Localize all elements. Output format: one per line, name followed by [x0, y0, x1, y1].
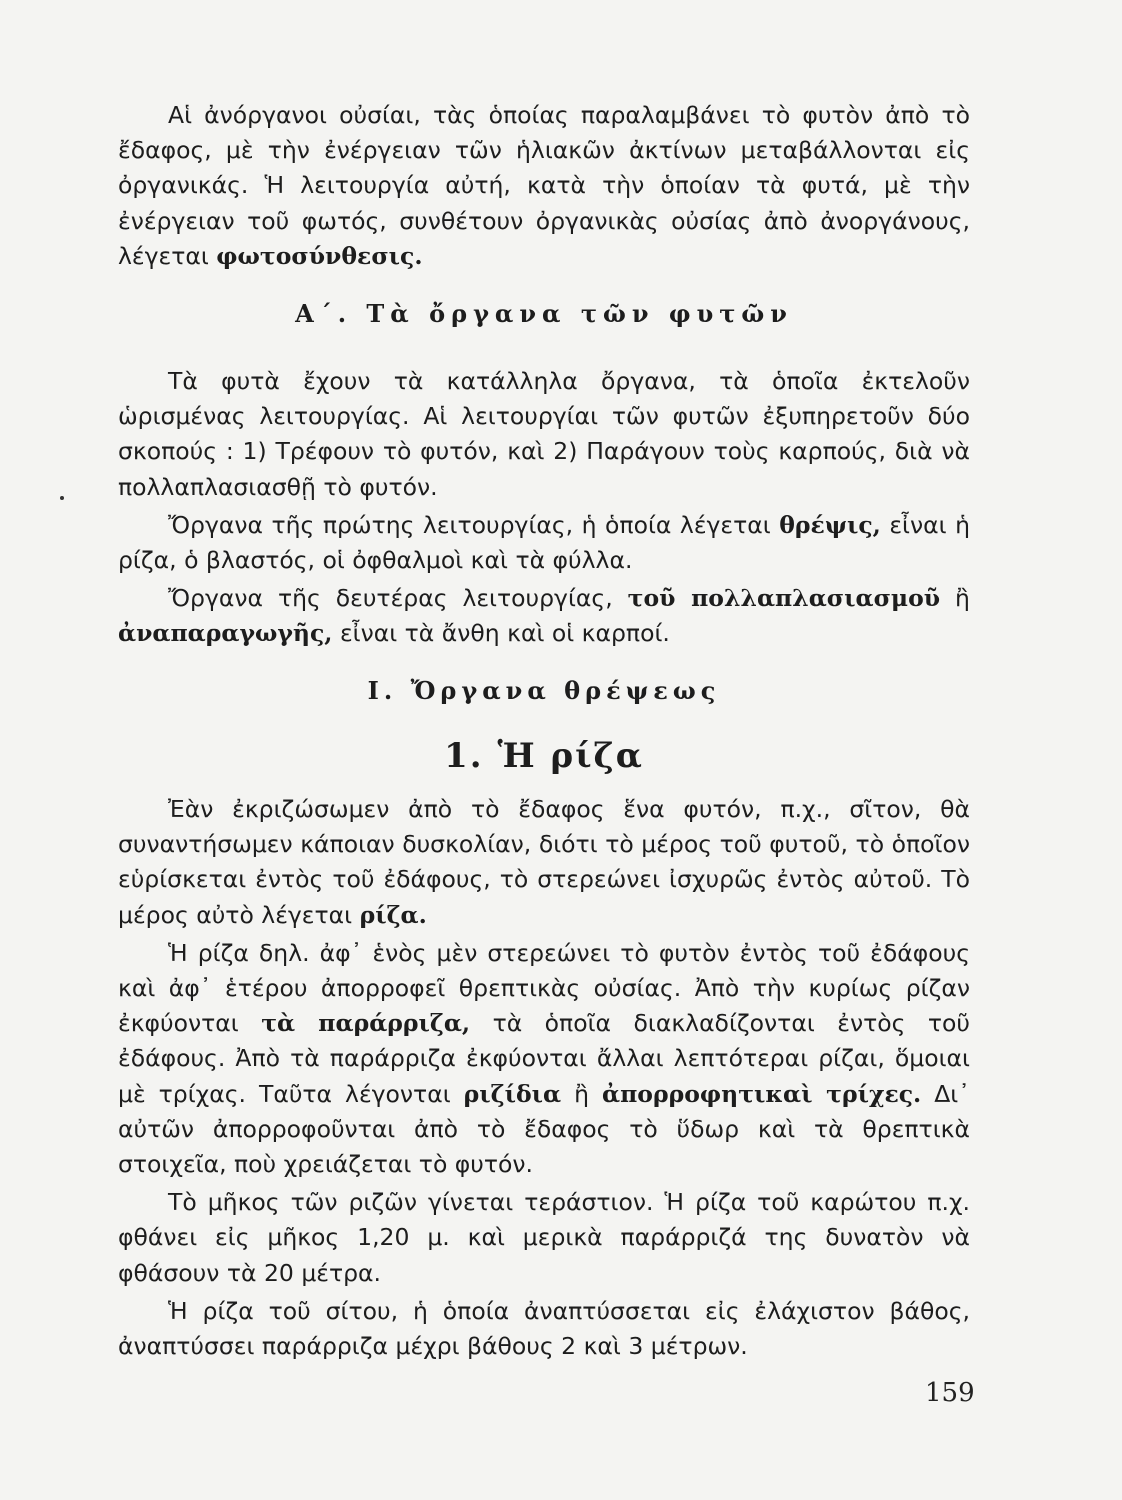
paragraph-root-functions-mid: τὰ ὁποῖα διακλαδίζονται ἐντὸς τοῦ ἐδάφους. Ἀπὸ τὰ παράρριζα ἐκφύονται ἄλλαι λεπτότεραι ρίζαι, ὅμοιαι μὲ τρίχας. Ταῦτα λέγονται [118, 1009, 970, 1108]
term-root-hairs: ριζίδια [463, 1079, 562, 1108]
paragraph-nutrition-organs [118, 508, 970, 578]
paragraph-nutrition-organs-end: εἶναι ἡ ρίζα, ὁ βλαστός, οἱ ὀφθαλμοὶ καὶ τὰ φύλλα. [118, 510, 970, 575]
term-reproduction: ἀναπαραγωγῆς, [118, 619, 333, 648]
paragraph-nutrition-organs-start: Ὄργανα τῆς πρώτης λειτουργίας, ἡ ὁποία λέγεται [168, 510, 771, 539]
paragraph-photosynthesis-text: Αἱ ἀνόργανοι οὐσίαι, τὰς ὁποίας παραλαμβάνει τὸ φυτὸν ἀπὸ τὸ ἔδαφος, μὲ τὴν ἐνέργειαν τῶν ἡλιακῶν ἀκτίνων μεταβάλλονται εἰς ὀργανικάς. Ἡ λειτουργία αὐτή, κατὰ τὴν ὁποίαν τὰ φυτά, μὲ τὴν ἐνέργειαν τοῦ φωτός, συνθέτουν ὀργανικὰς οὐσίας ἀπὸ ἀνοργάνους, λέγεται [118, 101, 970, 270]
paragraph-reproduction-organs-start: Ὄργανα τῆς δευτέρας λειτουργίας, [168, 584, 613, 613]
page-number: 159 [925, 1378, 975, 1408]
section-heading-root: 1. Ἡ ρίζα [444, 736, 644, 776]
term-root: ρίζα. [359, 900, 427, 929]
term-photosynthesis: φωτοσύνθεσις. [216, 241, 423, 270]
paragraph-root-definition [118, 792, 970, 933]
paragraph-reproduction-organs [118, 581, 970, 651]
margin-dot [60, 496, 64, 500]
intro-block [118, 98, 970, 274]
section-heading-a: Α΄. Τὰ ὄργανα τῶν φυτῶν [295, 299, 793, 328]
paragraph-reproduction-organs-end: εἶναι τὰ ἄνθη καὶ οἱ καρποί. [339, 619, 670, 648]
term-multiplication: τοῦ πολλαπλασιασμοῦ [627, 584, 941, 613]
paragraph-organs-functions: Τὰ φυτὰ ἔχουν τὰ κατάλληλα ὄργανα, τὰ ὁποῖα ἐκτελοῦν ὡρισμένας λειτουργίας. Αἱ λειτουργίαι τῶν φυτῶν ἐξυπηρετοῦν δύο σκοπούς : 1) Τρέφουν τὸ φυτόν, καὶ 2) Παράγουν τοὺς καρπούς, διὰ νὰ πολλαπλασιασθῇ τὸ φυτόν. [118, 367, 970, 501]
root-block [118, 792, 970, 1364]
paragraph-root-functions [118, 936, 970, 1182]
term-rootlets: τὰ παράρριζα, [261, 1009, 471, 1038]
section-heading-i: Ι. Ὄργανα θρέψεως [367, 676, 721, 705]
paragraph-wheat-root: Ἡ ρίζα τοῦ σίτου, ἡ ὁποία ἀναπτύσσεται εἰς ἐλάχιστον βάθος, ἀναπτύσσει παράρριζα μέχρι βάθους 2 καὶ 3 μέτρων. [118, 1296, 970, 1361]
term-absorbing-hairs: ἀπορροφητικαὶ τρίχες. [601, 1079, 922, 1108]
organs-block [118, 364, 970, 652]
term-nutrition: θρέψις, [779, 510, 881, 539]
paragraph-reproduction-organs-or: ἢ [955, 584, 970, 613]
paragraph-photosynthesis [118, 98, 970, 274]
paragraph-root-definition-text: Ἐὰν ἐκριζώσωμεν ἀπὸ τὸ ἔδαφος ἕνα φυτόν, π.χ., σῖτον, θὰ συναντήσωμεν κάποιαν δυσκολίαν, διότι τὸ μέρος τοῦ φυτοῦ, τὸ ὁποῖον εὑρίσκεται ἐντὸς τοῦ ἐδάφους, τὸ στερεώνει ἰσχυρῶς ἐντὸς αὐτοῦ. Τὸ μέρος αὐτὸ λέγεται [118, 795, 970, 929]
paragraph-root-functions-start: Ἡ ρίζα δηλ. ἀφ᾿ ἑνὸς μὲν στερεώνει τὸ φυτὸν ἐντὸς τοῦ ἐδάφους καὶ ἀφ᾿ ἑτέρου ἀπορροφεῖ θρεπτικὰς οὐσίας. Ἀπὸ τὴν κυρίως ρίζαν ἐκφύονται [118, 938, 970, 1038]
paragraph-root-functions-end: Δι᾿ αὐτῶν ἀπορροφοῦνται ἀπὸ τὸ ἔδαφος τὸ ὕδωρ καὶ τὰ θρεπτικὰ στοιχεῖα, ποὺ χρειάζεται τὸ φυτόν. [118, 1079, 970, 1179]
paragraph-root-functions-or: ἢ [574, 1079, 589, 1108]
paragraph-root-length: Τὸ μῆκος τῶν ριζῶν γίνεται τεράστιον. Ἡ ρίζα τοῦ καρώτου π.χ. φθάνει εἰς μῆκος 1,20 μ. καὶ μερικὰ παράρριζά της δυνατὸν νὰ φθάσουν τὰ 20 μέτρα. [118, 1188, 970, 1287]
